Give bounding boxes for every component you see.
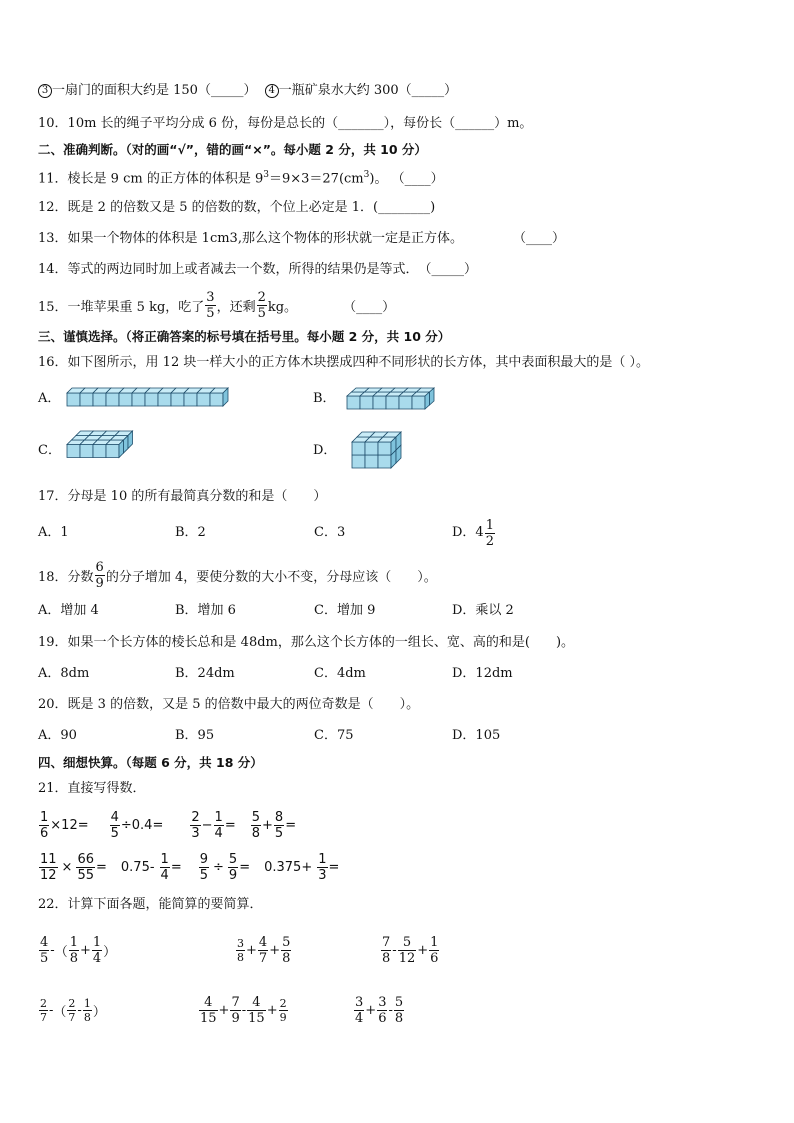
option-b: B．24dm <box>175 666 235 681</box>
question-11 <box>38 166 444 188</box>
fraction <box>251 811 261 840</box>
text: 18．分数 <box>38 569 94 585</box>
cube-face <box>399 396 412 409</box>
cube-face <box>106 445 119 458</box>
text: )。 （____） <box>369 171 444 187</box>
fraction <box>39 811 49 840</box>
fraction <box>76 853 95 882</box>
option-a: A．8dm <box>38 666 90 681</box>
denominator: 5 <box>199 867 209 883</box>
text: = <box>239 859 251 875</box>
cube-face <box>67 393 80 406</box>
numerator: 2 <box>68 996 76 1010</box>
fraction <box>279 998 288 1023</box>
fraction <box>214 811 224 840</box>
numerator: 1 <box>69 934 78 950</box>
text: ＝9×3＝27(cm <box>268 171 364 187</box>
denominator: 12 <box>398 950 416 966</box>
text: 的分子增加 4，要使分数的大小不变，分母应该（ ）。 <box>105 569 437 585</box>
operator: × <box>61 859 73 875</box>
option-d <box>452 515 496 551</box>
cube-face <box>197 393 210 406</box>
numerator: 2 <box>191 809 200 825</box>
numerator: 5 <box>282 934 291 950</box>
denominator: 8 <box>382 950 391 966</box>
operator: + <box>365 1002 377 1018</box>
cube-face <box>184 393 197 406</box>
cube-face <box>373 396 386 409</box>
cube-face <box>171 393 184 406</box>
denominator: 6 <box>378 1010 387 1026</box>
option-d: D．105 <box>452 728 501 743</box>
denominator: 4 <box>214 825 223 841</box>
numerator: 5 <box>394 994 404 1010</box>
fraction <box>205 291 215 320</box>
option-c: C．75 <box>314 728 354 743</box>
numerator: 3 <box>237 936 244 950</box>
denominator: 5 <box>206 305 215 321</box>
option-d: D．12dm <box>452 666 513 681</box>
denominator: 6 <box>40 825 49 841</box>
question-14: 14．等式的两边同时加上或者减去一个数，所得的结果仍是等式． （_____） <box>38 262 478 277</box>
text: = <box>170 859 182 875</box>
cube-face <box>352 455 365 468</box>
expression-1 <box>38 936 116 965</box>
fraction <box>230 996 240 1025</box>
section-heading-4: 四、细想快算。（每题 6 分，共 18 分） <box>38 755 263 770</box>
denominator: 4 <box>92 950 102 966</box>
denominator: 6 <box>430 950 439 966</box>
fraction <box>199 996 218 1025</box>
numerator: 5 <box>228 851 238 867</box>
calc-row-1b <box>235 930 292 970</box>
operator: ÷ <box>213 859 224 875</box>
numerator: 1 <box>318 851 327 867</box>
fraction <box>247 996 266 1025</box>
cube-face <box>360 396 373 409</box>
denominator: 5 <box>110 825 119 841</box>
operator: + <box>417 942 429 958</box>
cube-face <box>352 442 365 455</box>
fraction <box>69 936 79 965</box>
fraction <box>429 936 439 965</box>
denominator: 8 <box>69 950 78 966</box>
mental-math-row-2 <box>38 848 339 886</box>
paren: （ <box>53 1004 67 1020</box>
fraction <box>39 998 48 1023</box>
cube-face <box>378 442 391 455</box>
numerator: 66 <box>77 851 94 867</box>
cube-face <box>80 393 93 406</box>
fraction <box>257 291 267 320</box>
denominator: 8 <box>251 825 261 841</box>
numerator: 1 <box>92 934 102 950</box>
numerator: 4 <box>258 934 268 950</box>
numerator: 9 <box>199 851 209 867</box>
fraction <box>110 811 120 840</box>
text: 11．棱长是 9 cm 的正方体的体积是 9 <box>38 171 264 187</box>
fraction <box>67 998 76 1023</box>
numerator: 2 <box>279 996 287 1010</box>
operator: - <box>77 1002 82 1018</box>
numerator: 4 <box>110 809 119 825</box>
cube-face <box>386 396 399 409</box>
question-text: 一扇门的面积大约是 150（_____） <box>52 83 257 98</box>
denominator: 9 <box>279 1010 287 1024</box>
figure-6x2x1-cuboid <box>346 387 442 415</box>
circle-number-3: 3 <box>38 84 52 98</box>
paren: ） <box>92 1004 106 1020</box>
text: kg。 <box>267 299 298 315</box>
cube-face <box>119 393 132 406</box>
operator: - <box>392 942 397 958</box>
option-c: C．4dm <box>314 666 366 681</box>
cube-face <box>67 445 80 458</box>
fraction <box>39 853 58 882</box>
numerator: 4 <box>252 994 261 1010</box>
fraction <box>228 853 238 882</box>
cube-face <box>93 393 106 406</box>
question-15 <box>38 286 395 324</box>
numerator: 1 <box>83 996 91 1010</box>
denominator: 8 <box>83 1010 91 1024</box>
option-a: A．90 <box>38 728 77 743</box>
cube-face <box>378 455 391 468</box>
fraction <box>199 853 209 882</box>
cube-face <box>93 445 106 458</box>
denominator: 7 <box>40 1010 47 1024</box>
denominator: 8 <box>237 950 244 964</box>
figure-4x3x1-cuboid <box>66 430 136 470</box>
cube-face <box>132 393 145 406</box>
question-22: 22．计算下面各题，能简算的要简算． <box>38 897 263 912</box>
paren: ） <box>103 944 117 960</box>
denominator: 8 <box>282 950 291 966</box>
figure-3x2x2-cuboid <box>351 431 407 473</box>
text: ，还剩 <box>216 299 256 315</box>
calc-row-2b <box>198 990 289 1030</box>
denominator: 3 <box>191 825 200 841</box>
numerator: 1 <box>485 517 494 533</box>
calc-row-1c <box>380 930 440 970</box>
text: = <box>224 817 236 833</box>
numerator: 4 <box>40 934 49 950</box>
numerator: 4 <box>204 994 213 1010</box>
numerator: 5 <box>402 934 412 950</box>
figure-12x1x1-cuboid <box>66 387 234 411</box>
operator: - <box>388 1002 393 1018</box>
fraction <box>281 936 291 965</box>
numerator: 8 <box>274 809 284 825</box>
option-b: B． <box>313 391 336 406</box>
numerator: 2 <box>257 289 266 305</box>
mental-math-row-1 <box>38 806 296 844</box>
fraction <box>274 811 284 840</box>
text: = <box>328 859 340 875</box>
denominator: 5 <box>274 825 284 841</box>
denominator: 4 <box>355 1010 364 1026</box>
fraction <box>92 936 102 965</box>
fraction <box>39 936 49 965</box>
denominator: 55 <box>77 867 94 883</box>
fraction <box>236 938 245 963</box>
fraction <box>190 811 200 840</box>
operator: - <box>241 1002 247 1018</box>
calc-row-2 <box>38 990 106 1030</box>
fraction <box>83 998 92 1023</box>
text: = <box>96 859 107 875</box>
option-a: A． <box>38 391 61 406</box>
numerator: 3 <box>355 994 364 1010</box>
fraction <box>160 853 170 882</box>
fraction <box>485 519 495 548</box>
cube-face <box>145 393 158 406</box>
denominator: 5 <box>40 950 49 966</box>
denominator: 3 <box>318 867 327 883</box>
option-a: A．增加 4 <box>38 603 99 618</box>
fraction <box>398 936 417 965</box>
operator: + <box>262 817 273 833</box>
section-heading-3: 三、谨慎选择。（将正确答案的标号填在括号里。每小题 2 分，共 10 分） <box>38 329 451 344</box>
cube-face <box>106 393 119 406</box>
option-b: B．增加 6 <box>175 603 236 618</box>
superscript: 3 <box>363 170 370 180</box>
denominator: 15 <box>248 1010 265 1026</box>
denominator: 9 <box>95 575 104 591</box>
section-heading-2: 二、准确判断。（对的画“√”，错的画“×”。每小题 2 分，共 10 分） <box>38 142 427 157</box>
option-c: C．3 <box>314 525 346 540</box>
cube-face <box>158 393 171 406</box>
numerator: 3 <box>378 994 387 1010</box>
calc-row-1 <box>38 930 116 970</box>
numerator: 2 <box>40 996 47 1010</box>
operator: + <box>266 1002 278 1018</box>
operator: + <box>246 942 257 958</box>
fraction <box>258 936 268 965</box>
numerator: 1 <box>430 934 439 950</box>
operator: + <box>218 1002 230 1018</box>
option-text: D．4 <box>452 525 484 540</box>
option-c: C． <box>38 443 61 458</box>
cube-face <box>412 396 425 409</box>
answer-blank: （____） <box>512 231 565 246</box>
question-16: 16．如下图所示，用 12 块一样大小的正方体木块摆成四种不同形状的长方体，其中表面积最大的是（ ）。 <box>38 355 649 370</box>
fraction <box>354 996 364 1025</box>
option-c: C．增加 9 <box>314 603 376 618</box>
numerator: 1 <box>40 809 49 825</box>
numerator: 5 <box>251 809 261 825</box>
question-19: 19．如果一个长方体的棱长总和是 48dm，那么这个长方体的一组长、宽、高的和是( )。 <box>38 635 575 650</box>
denominator: 2 <box>485 533 494 549</box>
numerator: 7 <box>231 994 240 1010</box>
denominator: 12 <box>40 867 57 883</box>
numerator: 1 <box>214 809 223 825</box>
option-a: A．1 <box>38 525 69 540</box>
numerator: 3 <box>206 289 215 305</box>
superscript: 3 <box>263 170 269 180</box>
text: ×12= <box>50 817 89 833</box>
numerator: 11 <box>40 851 57 867</box>
operator: − <box>201 817 213 833</box>
question-12: 12．既是 2 的倍数又是 5 的倍数的数，个位上必定是 1．(________) <box>38 200 436 215</box>
option-b: B．2 <box>175 525 206 540</box>
fraction <box>381 936 391 965</box>
question-10: 10．10m 长的绳子平均分成 6 份，每份是总长的（_______），每份长（______）m。 <box>38 116 533 131</box>
question-text: 一瓶矿泉水大约 300（_____） <box>278 83 458 98</box>
operator: - <box>49 1002 54 1018</box>
operator: + <box>269 942 281 958</box>
fraction <box>95 561 105 590</box>
question-17: 17．分母是 10 的所有最简真分数的和是（ ） <box>38 489 327 504</box>
cube-face <box>365 455 378 468</box>
cube-face <box>210 393 223 406</box>
cube-face <box>347 396 360 409</box>
text: ÷0.4= <box>120 817 164 833</box>
question-line-1 <box>38 82 457 100</box>
question-21: 21．直接写得数． <box>38 781 146 796</box>
circle-number-4: 4 <box>265 84 279 98</box>
text: 15．一堆苹果重 5 kg，吃了 <box>38 299 205 315</box>
paren: （ <box>54 944 68 960</box>
cube-face <box>80 445 93 458</box>
denominator: 8 <box>394 1010 404 1026</box>
option-d: D．乘以 2 <box>452 603 514 618</box>
question-20: 20．既是 3 的倍数，又是 5 的倍数中最大的两位奇数是（ ）。 <box>38 697 420 712</box>
denominator: 7 <box>68 1010 76 1024</box>
calc-row-2c <box>353 990 405 1030</box>
option-b: B．95 <box>175 728 215 743</box>
fraction <box>317 853 327 882</box>
text: 0.375+ <box>264 859 313 875</box>
operator: - <box>50 942 55 958</box>
denominator: 7 <box>258 950 268 966</box>
fraction <box>377 996 387 1025</box>
operator: + <box>79 942 91 958</box>
numerator: 6 <box>95 559 104 575</box>
denominator: 15 <box>200 1010 217 1026</box>
denominator: 9 <box>228 867 238 883</box>
option-d: D． <box>313 443 337 458</box>
question-18 <box>38 556 437 594</box>
numerator: 1 <box>160 851 169 867</box>
text: 13．如果一个物体的体积是 1cm3,那么这个物体的形状就一定是正方体。 <box>38 231 463 246</box>
text: = <box>285 817 297 833</box>
cube-face <box>365 442 378 455</box>
denominator: 4 <box>160 867 169 883</box>
answer-blank: （____） <box>343 299 396 315</box>
fraction <box>394 996 404 1025</box>
question-13 <box>38 230 565 248</box>
numerator: 7 <box>382 934 391 950</box>
denominator: 9 <box>231 1010 240 1026</box>
denominator: 5 <box>257 305 266 321</box>
text: 0.75- <box>120 859 155 875</box>
